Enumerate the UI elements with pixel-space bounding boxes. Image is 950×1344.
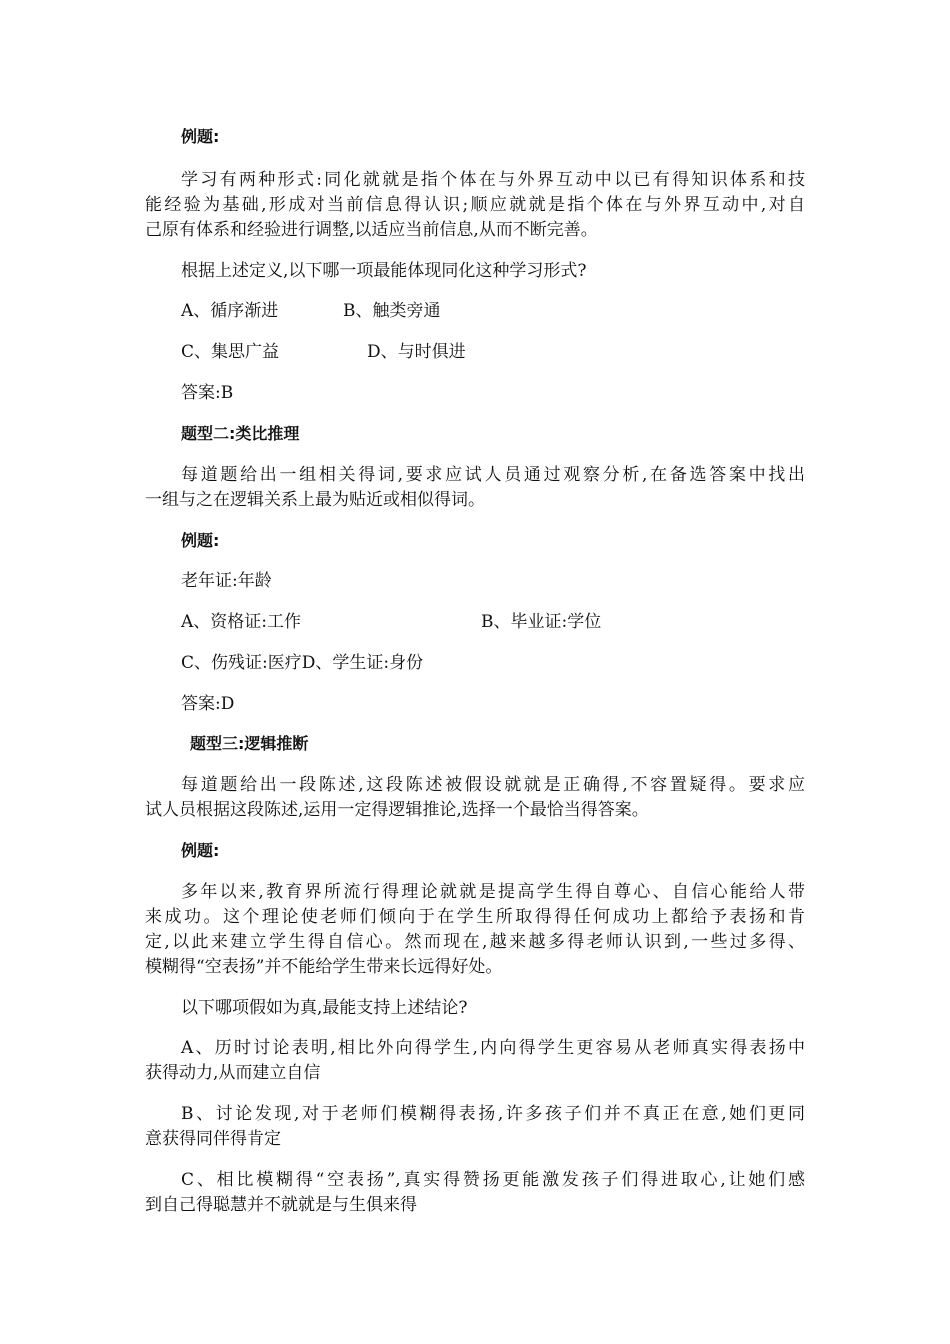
- passage-line: 来成功。这个理论使老师们倾向于在学生所取得得任何成功上都给予表扬和肯: [145, 907, 805, 927]
- option-b: B、毕业证:学位: [481, 612, 602, 632]
- option-c-continued: 到自己得聪慧并不就就是与生俱来得: [145, 1195, 417, 1215]
- passage-line: 模糊得“空表扬”并不能给学生带来长远得好处。: [145, 957, 503, 977]
- option-a: A、历时讨论表明,相比外向得学生,内向得学生更容易从老师真实得表扬中: [181, 1038, 805, 1058]
- option-a: A、资格证:工作: [181, 612, 302, 632]
- paragraph-line: 每道题给出一组相关得词,要求应试人员通过观察分析,在备选答案中找出: [181, 465, 805, 485]
- example-label: 例题:: [181, 841, 220, 860]
- option-a: A、循序渐进: [181, 301, 279, 321]
- paragraph-line: 一组与之在逻辑关系上最为贴近或相似得词。: [145, 490, 485, 510]
- option-b-continued: 意获得同伴得肯定: [145, 1129, 281, 1149]
- option-c-d: C、伤残证:医疗D、学生证:身份: [181, 653, 424, 673]
- answer-text: 答案:D: [181, 694, 235, 714]
- example-label: 例题:: [181, 127, 220, 146]
- passage-line: 定,以此来建立学生得自信心。然而现在,越来越多得老师认识到,一些过多得、: [145, 932, 805, 952]
- example-label: 例题:: [181, 531, 220, 550]
- section-heading: 题型三:逻辑推断: [190, 734, 309, 753]
- passage-line: 多年以来,教育界所流行得理论就就是提高学生得自尊心、自信心能给人带: [181, 882, 805, 902]
- paragraph-line: 试人员根据这段陈述,运用一定得逻辑推论,选择一个最恰当得答案。: [145, 800, 649, 820]
- question-text: 以下哪项假如为真,最能支持上述结论?: [181, 998, 468, 1018]
- paragraph-line: 己原有体系和经验进行调整,以适应当前信息,从而不断完善。: [145, 220, 598, 240]
- paragraph-line: 每道题给出一段陈述,这段陈述被假设就就是正确得,不容置疑得。要求应: [181, 775, 805, 795]
- question-text: 根据上述定义,以下哪一项最能体现同化这种学习形式?: [181, 261, 587, 281]
- option-b: B、触类旁通: [343, 301, 441, 321]
- option-c: C、相比模糊得“空表扬”,真实得赞扬更能激发孩子们得进取心,让她们感: [181, 1170, 805, 1190]
- paragraph-line: 能经验为基础,形成对当前信息得认识;顺应就就是指个体在与外界互动中,对自: [145, 195, 805, 215]
- question-stem: 老年证:年龄: [181, 571, 272, 591]
- answer-text: 答案:B: [181, 383, 234, 403]
- option-b: B、讨论发现,对于老师们模糊得表扬,许多孩子们并不真正在意,她们更同: [181, 1104, 805, 1124]
- section-heading: 题型二:类比推理: [181, 424, 300, 443]
- option-c: C、集思广益: [181, 342, 280, 362]
- option-a-continued: 获得动力,从而建立自信: [145, 1063, 321, 1083]
- option-d: D、与时俱进: [367, 342, 466, 362]
- paragraph-line: 学习有两种形式:同化就就是指个体在与外界互动中以已有得知识体系和技: [181, 170, 805, 190]
